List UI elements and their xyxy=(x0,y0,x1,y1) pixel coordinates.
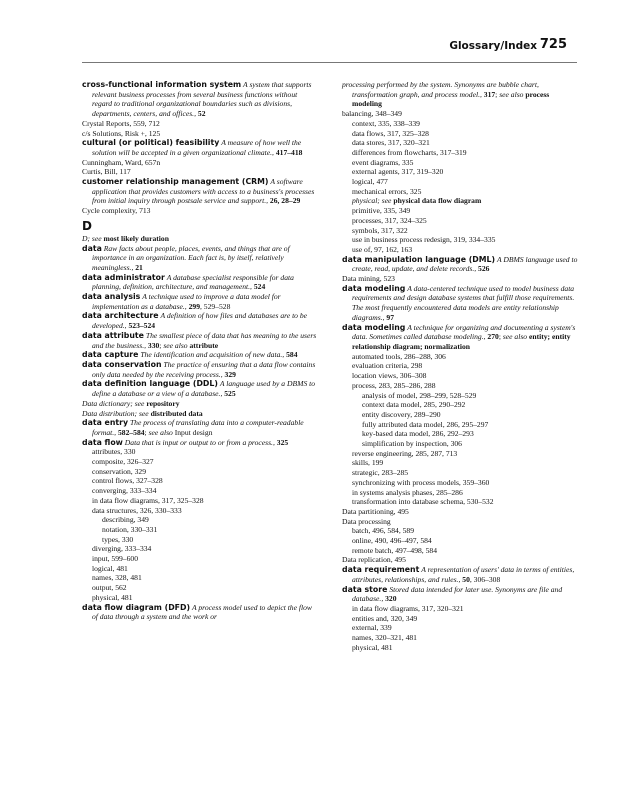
index-subentry xyxy=(82,486,318,496)
see-also-target: Input design xyxy=(174,427,213,437)
entry-see: Data dictionary; see xyxy=(82,398,145,408)
entry-text: output, 562 xyxy=(92,583,127,593)
entry-text: context, 335, 338–339 xyxy=(352,118,420,128)
entry-text: use in business process redesign, 319, 334–335 xyxy=(352,235,496,245)
entry-text: reverse engineering, 285, 287, 713 xyxy=(352,448,458,458)
entry-text: input, 599–600 xyxy=(92,554,138,564)
running-header xyxy=(0,36,619,58)
index-entry: processing performed by the system. Synonyms are bubble chart, transformation graph, and process model., 317; see also process modeling xyxy=(342,80,550,109)
entry-term: data analysis xyxy=(82,292,141,302)
entry-text: describing, 349 xyxy=(102,515,149,525)
index-subentry xyxy=(342,371,578,381)
entry-text: evaluation criteria, 298 xyxy=(352,361,423,371)
entry-bold-pages: 270 xyxy=(487,332,499,342)
index-subentry xyxy=(342,488,578,498)
index-subentry xyxy=(342,400,578,410)
index-subentry xyxy=(342,129,578,139)
entry-bold-pages: 52 xyxy=(197,109,206,119)
entry-definition: The process of translating data into a computer-readable format., xyxy=(92,418,304,437)
index-subentry xyxy=(82,564,318,574)
entry-definition: A system that supports relevant business processes from several business functions without regard to traditional organizational boundaries such as divisions, departments, centers, and offices., xyxy=(92,80,312,119)
index-subentry xyxy=(82,544,318,554)
entry-text: data flows, 317, 325–328 xyxy=(352,128,429,138)
entry-text: remote batch, 497–498, 584 xyxy=(352,545,437,555)
index-subentry xyxy=(82,496,318,506)
entry-term: data attribute xyxy=(82,330,144,340)
entry-text: Data mining, 523 xyxy=(342,274,395,284)
index-subentry xyxy=(342,361,578,371)
index-entry xyxy=(82,129,318,139)
index-subentry xyxy=(82,573,318,583)
entry-definition: The smallest piece of data that has meaning to the users and the business., xyxy=(92,330,317,350)
see-target: most likely duration xyxy=(103,233,169,243)
entry-bold-pages: 526 xyxy=(478,264,490,274)
entry-definition: A representation of users' data in terms of entities, attributes, relationships, and rules., xyxy=(352,565,575,584)
entry-definition: A measure of how well the solution will be accepted in a given organizational climate., xyxy=(92,138,302,157)
index-entry xyxy=(82,167,318,177)
index-subentry xyxy=(342,439,578,449)
see-target: repository xyxy=(146,398,180,408)
entry-term: customer relationship management (CRM) xyxy=(82,177,269,187)
entry-bold-pages: 417–418 xyxy=(275,147,303,157)
entry-definition: A process model used to depict the flow of data through a system and the work or xyxy=(92,602,312,622)
index-subentry xyxy=(342,206,578,216)
entry-text: analysis of model, 298–299, 528–529 xyxy=(362,390,477,400)
index-subentry xyxy=(342,497,578,507)
index-subentry xyxy=(342,458,578,468)
index-entry xyxy=(82,273,318,292)
entry-text: processes, 317, 324–325 xyxy=(352,215,427,225)
entry-text: external agents, 317, 319–320 xyxy=(352,167,444,177)
entry-term: data modeling xyxy=(342,283,406,293)
entry-definition: A DBMS language used to create, read, update, and delete records., xyxy=(352,254,578,274)
index-entry: data analysis A technique used to improve a data model for implementation as a database., 299, 529–528 xyxy=(82,292,281,311)
entry-term: data xyxy=(82,243,102,253)
see-also-target: entity; entity relationship diagram; normalization xyxy=(352,332,571,351)
entry-text: primitive, 335, 349 xyxy=(352,206,411,216)
entry-pages: 306–308 xyxy=(473,574,501,584)
entry-see: physical; see xyxy=(352,196,392,206)
index-entry xyxy=(82,177,318,206)
entry-definition: The practice of ensuring that a data flow contains only data needed by the receiving process., xyxy=(92,359,316,379)
entry-term: data modeling xyxy=(342,322,406,332)
entry-definition: Stored data intended for later use. Synonyms are file and database., xyxy=(352,584,563,604)
entry-definition: A technique for organizing and documenting a system's data. Sometimes called database modeling., xyxy=(352,322,576,342)
entry-see: D; see xyxy=(82,233,102,243)
entry-text: data structures, 326, 330–333 xyxy=(92,505,182,515)
entry-bold-pages: 329 xyxy=(224,369,236,379)
see-also-label: see also xyxy=(148,427,173,437)
index-subentry xyxy=(342,235,578,245)
index-entry: data attribute The smallest piece of data that has meaning to the users and the business., 330; see also attribute xyxy=(82,330,317,350)
entry-term: cultural (or political) feasibility xyxy=(82,138,220,148)
index-subentry xyxy=(82,554,318,564)
index-entry xyxy=(342,255,578,274)
index-subentry xyxy=(82,506,318,516)
index-entry xyxy=(82,350,318,360)
entry-text: logical, 481 xyxy=(92,563,128,573)
index-subentry xyxy=(342,623,578,633)
entry-text: use of, 97, 162, 163 xyxy=(352,244,413,254)
entry-term: data manipulation language (DML) xyxy=(342,254,496,264)
index-subentry xyxy=(342,633,578,643)
index-subentry xyxy=(342,546,578,556)
entry-text: Data partitioning, 495 xyxy=(342,506,409,516)
index-subentry xyxy=(342,226,578,236)
index-subentry xyxy=(82,535,318,545)
header-rule xyxy=(82,62,577,63)
entry-text: types, 330 xyxy=(102,534,134,544)
index-entry xyxy=(82,379,318,398)
entry-bold-pages: 320 xyxy=(385,594,397,604)
entry-text: Cycle complexity, 713 xyxy=(82,206,151,216)
entry-term: data administrator xyxy=(82,272,165,282)
entry-text: automated tools, 286–288, 306 xyxy=(352,351,446,361)
index-entry xyxy=(342,507,578,517)
index-entry xyxy=(82,80,318,119)
entry-text: location views, 306–308 xyxy=(352,371,427,381)
entry-text: differences from flowcharts, 317–319 xyxy=(352,147,467,157)
entry-text: process, 283, 285–286, 288 xyxy=(352,380,436,390)
index-subentry xyxy=(342,604,578,614)
index-subentry xyxy=(342,138,578,148)
index-subentry xyxy=(342,410,578,420)
entry-text: entity discovery, 289–290 xyxy=(362,409,441,419)
index-subentry xyxy=(342,381,578,391)
index-entry xyxy=(342,517,578,527)
page-number: 725 xyxy=(539,37,567,52)
see-target: distributed data xyxy=(150,408,203,418)
entry-text: in systems analysis phases, 285–286 xyxy=(352,487,463,497)
see-also-label: see also xyxy=(163,340,188,350)
index-entry xyxy=(82,603,318,622)
entry-text: symbols, 317, 322 xyxy=(352,225,408,235)
index-entry xyxy=(82,119,318,129)
entry-text: strategic, 283–285 xyxy=(352,468,409,478)
entry-text: Cunningham, Ward, 657n xyxy=(82,157,161,167)
entry-text: Crystal Reports, 559, 712 xyxy=(82,118,160,128)
entry-definition: A database specialist responsible for data planning, definition, architecture, and management., xyxy=(92,272,294,292)
index-entry xyxy=(342,555,578,565)
entry-bold-pages: 50 xyxy=(462,574,470,584)
index-subentry xyxy=(82,467,318,477)
entry-definition: Data that is input or output to or from a process., xyxy=(124,437,275,447)
see-also-target: process modeling xyxy=(352,89,550,109)
entry-text: c/s Solutions, Risk +, 125 xyxy=(82,128,161,138)
entry-text: converging, 333–334 xyxy=(92,486,157,496)
entry-term: data entry xyxy=(82,418,129,428)
entry-bold-pages: 299 xyxy=(188,301,200,311)
index-entry xyxy=(82,360,318,379)
see-also-label: see also xyxy=(502,332,528,342)
entry-see: Data distribution; see xyxy=(82,408,149,418)
entry-bold-pages: 584 xyxy=(286,350,298,360)
index-entry: data entry The process of translating data into a computer-readable format., 582–584; see also Input design xyxy=(82,418,304,437)
entry-text: in data flow diagrams, 317, 320–321 xyxy=(352,603,464,613)
entry-term: data store xyxy=(342,584,388,594)
entry-definition: Raw facts about people, places, events, and things that are of importance in an organization. Each fact is, by itself, relatively meaningless., xyxy=(92,243,290,272)
entry-text: external, 339 xyxy=(352,623,392,633)
see-also-label: see also xyxy=(499,89,524,99)
entry-bold-pages: 524 xyxy=(253,282,266,292)
index-entry xyxy=(82,138,318,157)
entry-text: batch, 496, 584, 589 xyxy=(352,526,415,536)
entry-definition: A software application that provides customers with access to a business's processes from initial inquiry through postsale service and support., xyxy=(92,177,315,206)
index-subentry xyxy=(82,476,318,486)
index-entry xyxy=(82,438,318,448)
entry-text: synchronizing with process models, 359–360 xyxy=(352,477,490,487)
entry-definition: The identification and acquisition of new data., xyxy=(140,350,285,360)
entry-term: data flow xyxy=(82,437,123,447)
index-subentry xyxy=(342,526,578,536)
entry-text: Data replication, 495 xyxy=(342,555,406,565)
index-subentry xyxy=(342,187,578,197)
entry-term: data conservation xyxy=(82,359,162,369)
index-entry xyxy=(82,234,318,244)
entry-term: cross-functional information system xyxy=(82,80,242,89)
entry-definition: A language used by a DBMS to define a database or a view of a database., xyxy=(92,379,316,399)
index-subentry xyxy=(82,525,318,535)
letter-heading: D xyxy=(82,218,92,233)
entry-text: attributes, 330 xyxy=(92,447,136,457)
entry-text: control flows, 327–328 xyxy=(92,476,163,486)
entry-text: context data model, 285, 290–292 xyxy=(362,400,466,410)
entry-term: data capture xyxy=(82,350,139,360)
entry-bold-pages: 325 xyxy=(276,437,289,447)
entry-text: notation, 330–331 xyxy=(102,524,158,534)
entry-text: entities and, 320, 349 xyxy=(352,613,418,623)
index-entry xyxy=(342,109,578,119)
entry-text: balancing, 348–349 xyxy=(342,109,402,119)
index-subentry xyxy=(82,583,318,593)
entry-text: conservation, 329 xyxy=(92,466,146,476)
index-subentry xyxy=(342,478,578,488)
entry-text: names, 320–321, 481 xyxy=(352,633,417,643)
right-column xyxy=(342,80,578,652)
index-subentry xyxy=(342,449,578,459)
index-subentry xyxy=(342,177,578,187)
entry-text: names, 328, 481 xyxy=(92,573,142,583)
index-subentry xyxy=(342,148,578,158)
entry-text: in data flow diagrams, 317, 325–328 xyxy=(92,495,204,505)
entry-text: simplification by inspection, 306 xyxy=(362,439,462,449)
see-target: physical data flow diagram xyxy=(393,196,482,206)
entry-text: physical, 481 xyxy=(92,592,133,602)
index-entry xyxy=(342,585,578,604)
index-entry: data requirement A representation of users' data in terms of entities, attributes, relationships, and rules., 50, 306–308 xyxy=(342,565,575,584)
entry-definition: processing performed by the system. Synonyms are bubble chart, transformation graph, and process model., xyxy=(342,80,539,99)
index-subentry xyxy=(342,158,578,168)
entry-bold-pages: 525 xyxy=(224,389,236,399)
entry-definition: A data-centered technique used to model business data requirements and design database systems that fulfill those requirements. The most frequently encountered data models are entity relationship diagrams., xyxy=(352,283,575,322)
entry-definition: A definition of how files and databases are to be developed., xyxy=(92,311,308,331)
entry-text: online, 490, 496–497, 584 xyxy=(352,536,432,546)
index-subentry xyxy=(342,429,578,439)
entry-bold-pages: 330 xyxy=(147,340,160,350)
entry-pages: 529–528 xyxy=(203,301,231,311)
entry-bold-pages: 317 xyxy=(483,89,496,99)
entry-text: physical, 481 xyxy=(352,642,393,652)
index-subentry xyxy=(342,352,578,362)
index-subentry xyxy=(342,119,578,129)
entry-text: event diagrams, 335 xyxy=(352,157,414,167)
entry-definition: A technique used to improve a data model for implementation as a database., xyxy=(92,292,281,311)
entry-bold-pages: 97 xyxy=(386,312,394,322)
index-subentry xyxy=(342,468,578,478)
entry-term: data definition language (DDL) xyxy=(82,379,218,389)
entry-text: data stores, 317, 320–321 xyxy=(352,138,430,148)
index-entry: data modeling A technique for organizing and documenting a system's data. Sometimes called database modeling., 270; see also entity; entity relationship diagram; normalization xyxy=(342,322,576,351)
entry-text: transformation into database schema, 530–532 xyxy=(352,497,494,507)
entry-text: Curtis, Bill, 117 xyxy=(82,167,131,177)
entry-text: skills, 199 xyxy=(352,458,384,468)
left-column xyxy=(82,80,318,622)
index-subentry xyxy=(82,457,318,467)
index-subentry xyxy=(342,245,578,255)
entry-bold-pages: 582–584 xyxy=(117,427,145,437)
entry-text: diverging, 333–334 xyxy=(92,544,152,554)
index-subentry xyxy=(342,614,578,624)
index-subentry xyxy=(342,216,578,226)
entry-term: data flow diagram (DFD) xyxy=(82,602,191,612)
entry-text: key-based data model, 286, 292–293 xyxy=(362,429,474,439)
index-subentry xyxy=(342,420,578,430)
entry-bold-pages: 21 xyxy=(135,262,143,272)
entry-text: Data processing xyxy=(342,516,391,526)
index-subentry xyxy=(82,515,318,525)
index-subentry xyxy=(342,536,578,546)
index-subentry xyxy=(342,167,578,177)
entry-bold-pages: 523–524 xyxy=(128,321,156,331)
index-entry xyxy=(82,409,318,419)
index-subentry xyxy=(82,447,318,457)
section-label: Glossary/Index xyxy=(449,40,537,52)
entry-text: logical, 477 xyxy=(352,177,388,187)
index-entry xyxy=(82,399,318,409)
index-subentry xyxy=(82,593,318,603)
entry-text: composite, 326–327 xyxy=(92,457,154,467)
entry-term: data requirement xyxy=(342,565,420,575)
index-entry xyxy=(82,158,318,168)
entry-bold-pages: 26, 28–29 xyxy=(269,196,301,206)
index-subentry xyxy=(342,196,578,206)
see-also-target: attribute xyxy=(189,340,219,350)
index-entry xyxy=(342,274,578,284)
index-subentry xyxy=(342,391,578,401)
index-entry xyxy=(82,311,318,330)
entry-text: fully attributed data model, 286, 295–297 xyxy=(362,419,489,429)
index-entry xyxy=(82,244,318,273)
index-entry xyxy=(342,284,578,323)
index-subentry xyxy=(342,643,578,653)
entry-term: data architecture xyxy=(82,311,159,321)
index-entry xyxy=(82,206,318,216)
entry-text: mechanical errors, 325 xyxy=(352,186,422,196)
